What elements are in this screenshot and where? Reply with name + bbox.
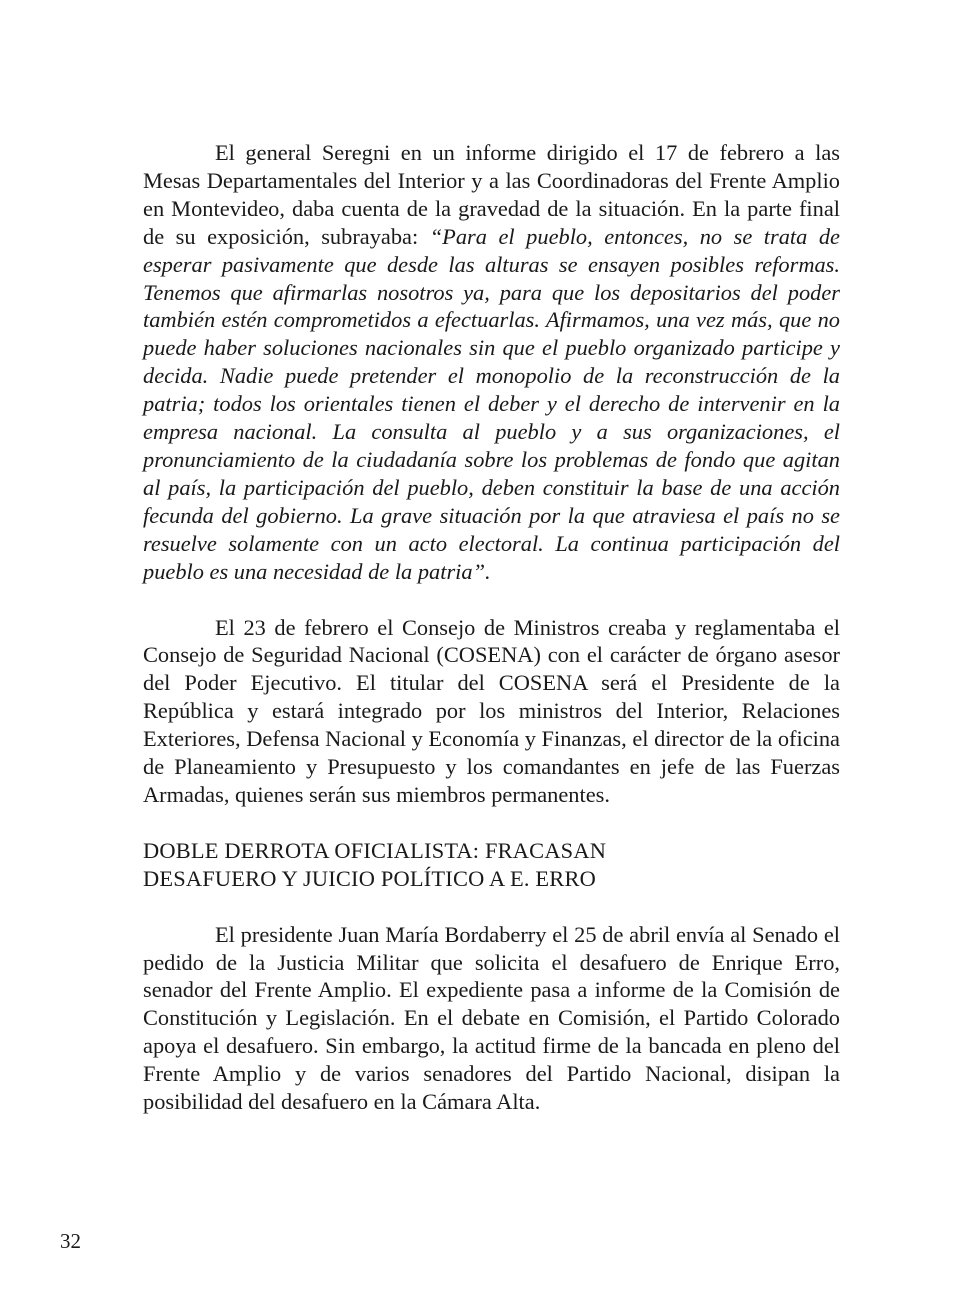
page-body (143, 139, 840, 1116)
paragraph-seregni-intro: El general Seregni en un informe dirigido el 17 de febrero a las Mesas Departamentales del Interior y a las Coordinadoras del Frente Amplio en Montevideo, daba cuenta de la gravedad de la situación. En la parte final de su exposición, subrayaba: (143, 140, 840, 249)
page-number: 32 (60, 1229, 81, 1253)
paragraph-cosena: El 23 de febrero el Consejo de Ministros creaba y reglamentaba el Consejo de Seguridad Nacional (COSENA) con el carácter de órgano asesor del Poder Ejecutivo. El titular del COSENA será el Presidente de la República y estará integrado por los ministros del Interior, Relaciones Exteriores, Defensa Nacional y Economía y Finanzas, el director de la oficina de Planeamiento y Presupuesto y los comandantes en jefe de las Fuerzas Armadas, quienes serán sus miembros permanentes. (143, 614, 840, 807)
section-heading-line-2: DESAFUERO Y JUICIO POLÍTICO A E. ERRO (143, 865, 596, 891)
paragraph-seregni-report (143, 139, 840, 586)
paragraph-desafuero: El presidente Juan María Bordaberry el 25 de abril envía al Senado el pedido de la Justicia Militar que solicita el desafuero de Enrique Erro, senador del Frente Amplio. El expediente pasa a informe de la Comisión de Constitución y Legislación. En el debate en Comisión, el Partido Colorado apoya el desafuero. Sin embargo, la actitud firme de la bancada en pleno del Frente Amplio y de varios senadores del Partido Nacional, disipan la posibilidad del desafuero en la Cámara Alta. (143, 921, 840, 1115)
section-heading-line-1: DOBLE DERROTA OFICIALISTA: FRACASAN (143, 837, 607, 863)
seregni-quote: “Para el pueblo, entonces, no se trata de esperar pasivamente que desde las alturas se ensayen posibles reformas. Tenemos que afirmarlas nosotros ya, para que los depositarios del poder también estén comprometidos a efectuarlas. Afirmamos, una vez más, que no puede haber soluciones nacionales sin que el pueblo organizado participe y decida. Nadie puede pretender el monopolio de la reconstrucción de la patria; todos los orientales tienen el deber y el derecho de intervenir en la empresa nacional. La consulta al pueblo y a sus organizaciones, el pronunciamiento de la ciudadanía sobre los problemas de fondo que agitan al país, la participación del pueblo, deben constituir la base de una acción fecunda del gobierno. La grave situación por la que atraviesa el país no se resuelve solamente con un acto electoral. La continua participación del pueblo es una necesidad de la patria”. (143, 223, 840, 584)
section-heading (143, 837, 840, 893)
